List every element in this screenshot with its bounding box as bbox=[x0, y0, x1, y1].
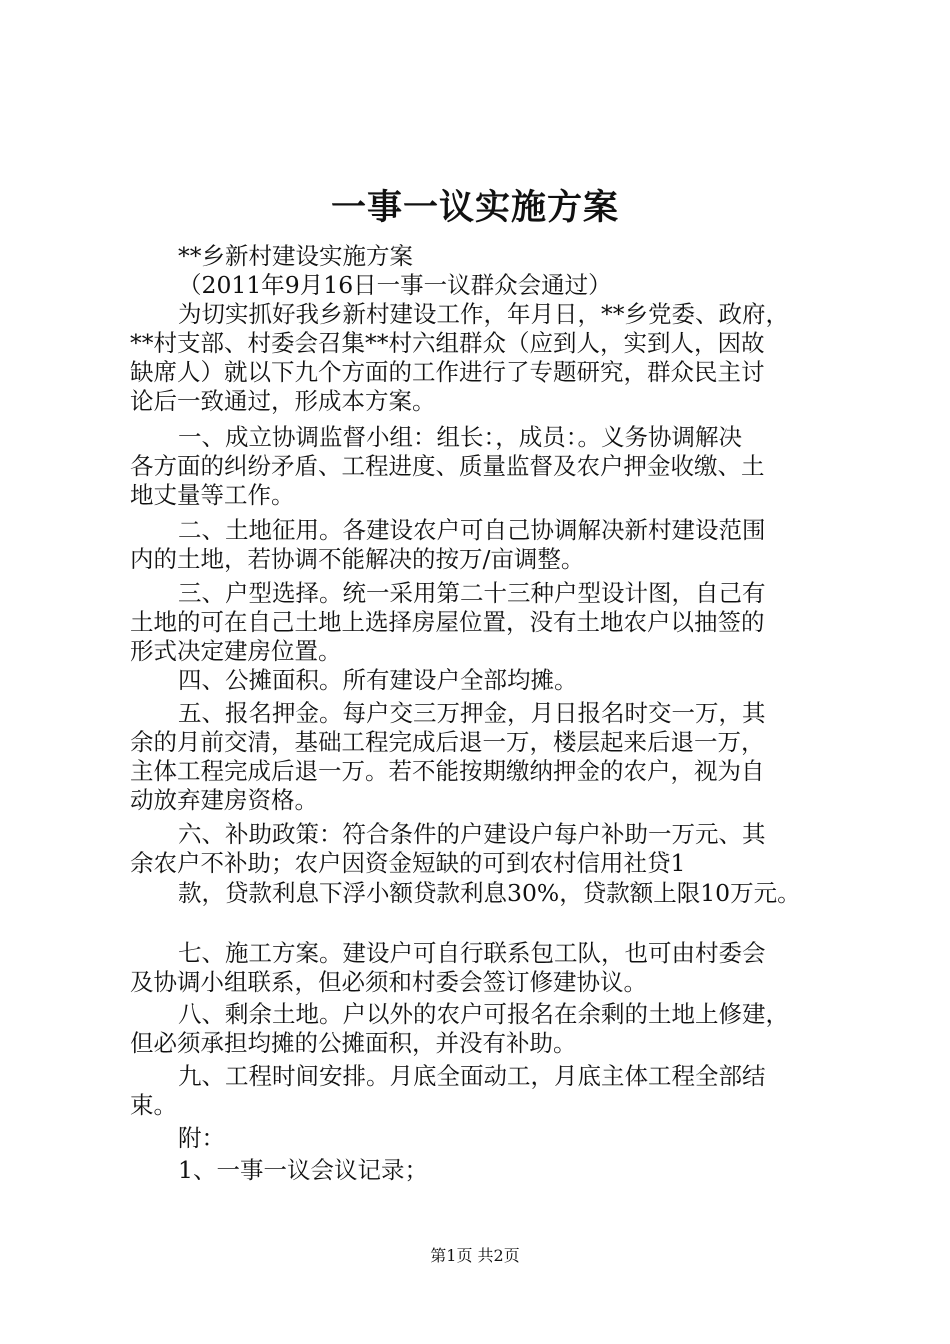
body-line: 款，贷款利息下浮小额贷款利息30%，贷款额上限10万元。 bbox=[178, 879, 801, 907]
body-line: 主体工程完成后退一万。若不能按期缴纳押金的农户，视为自 bbox=[130, 757, 765, 785]
body-line: 一、成立协调监督小组：组长：，成员：。义务协调解决 bbox=[178, 423, 742, 451]
body-line: 九、工程时间安排。月底全面动工，月底主体工程全部结 bbox=[178, 1062, 766, 1090]
body-line: 为切实抓好我乡新村建设工作，年月日，**乡党委、政府， bbox=[178, 300, 789, 328]
body-line: 三、户型选择。统一采用第二十三种户型设计图，自己有 bbox=[178, 579, 766, 607]
body-line: 但必须承担均摊的公摊面积，并没有补助。 bbox=[130, 1029, 577, 1057]
subtitle-date-line: （2011年9月16日一事一议群众会通过） bbox=[178, 271, 612, 299]
body-line: 缺席人）就以下九个方面的工作进行了专题研究，群众民主讨 bbox=[130, 358, 765, 386]
document-title: 一事一议实施方案 bbox=[330, 187, 619, 228]
body-line: **村支部、村委会召集**村六组群众（应到人，实到人，因故 bbox=[130, 329, 765, 357]
body-line: 八、剩余土地。户以外的农户可报名在余剩的土地上修建， bbox=[178, 1000, 789, 1028]
body-line: 内的土地，若协调不能解决的按万/亩调整。 bbox=[130, 545, 585, 573]
body-line: 及协调小组联系，但必须和村委会签订修建协议。 bbox=[130, 968, 647, 996]
body-line: 余的月前交清，基础工程完成后退一万，楼层起来后退一万， bbox=[130, 728, 765, 756]
body-line: 七、施工方案。建设户可自行联系包工队，也可由村委会 bbox=[178, 939, 766, 967]
body-line: 地丈量等工作。 bbox=[130, 481, 295, 509]
body-line: 形式决定建房位置。 bbox=[130, 637, 342, 665]
subtitle-line: **乡新村建设实施方案 bbox=[178, 242, 413, 270]
body-line: 各方面的纠纷矛盾、工程进度、质量监督及农户押金收缴、土 bbox=[130, 452, 765, 480]
appendix-item: 1、一事一议会议记录； bbox=[178, 1156, 428, 1184]
body-line: 束。 bbox=[130, 1091, 177, 1119]
body-line: 四、公摊面积。所有建设户全部均摊。 bbox=[178, 666, 578, 694]
body-line: 土地的可在自己土地上选择房屋位置，没有土地农户以抽签的 bbox=[130, 608, 765, 636]
body-line: 动放弃建房资格。 bbox=[130, 786, 318, 814]
body-line: 论后一致通过，形成本方案。 bbox=[130, 387, 436, 415]
body-line: 二、土地征用。各建设农户可自己协调解决新村建设范围 bbox=[178, 516, 766, 544]
page-footer: 第1页 共2页 bbox=[430, 1246, 520, 1265]
body-line: 五、报名押金。每户交三万押金，月日报名时交一万，其 bbox=[178, 699, 766, 727]
body-line: 余农户不补助；农户因资金短缺的可到农村信用社贷1 bbox=[130, 849, 686, 877]
body-line: 六、补助政策：符合条件的户建设户每户补助一万元、其 bbox=[178, 820, 766, 848]
appendix-label: 附： bbox=[178, 1124, 225, 1152]
